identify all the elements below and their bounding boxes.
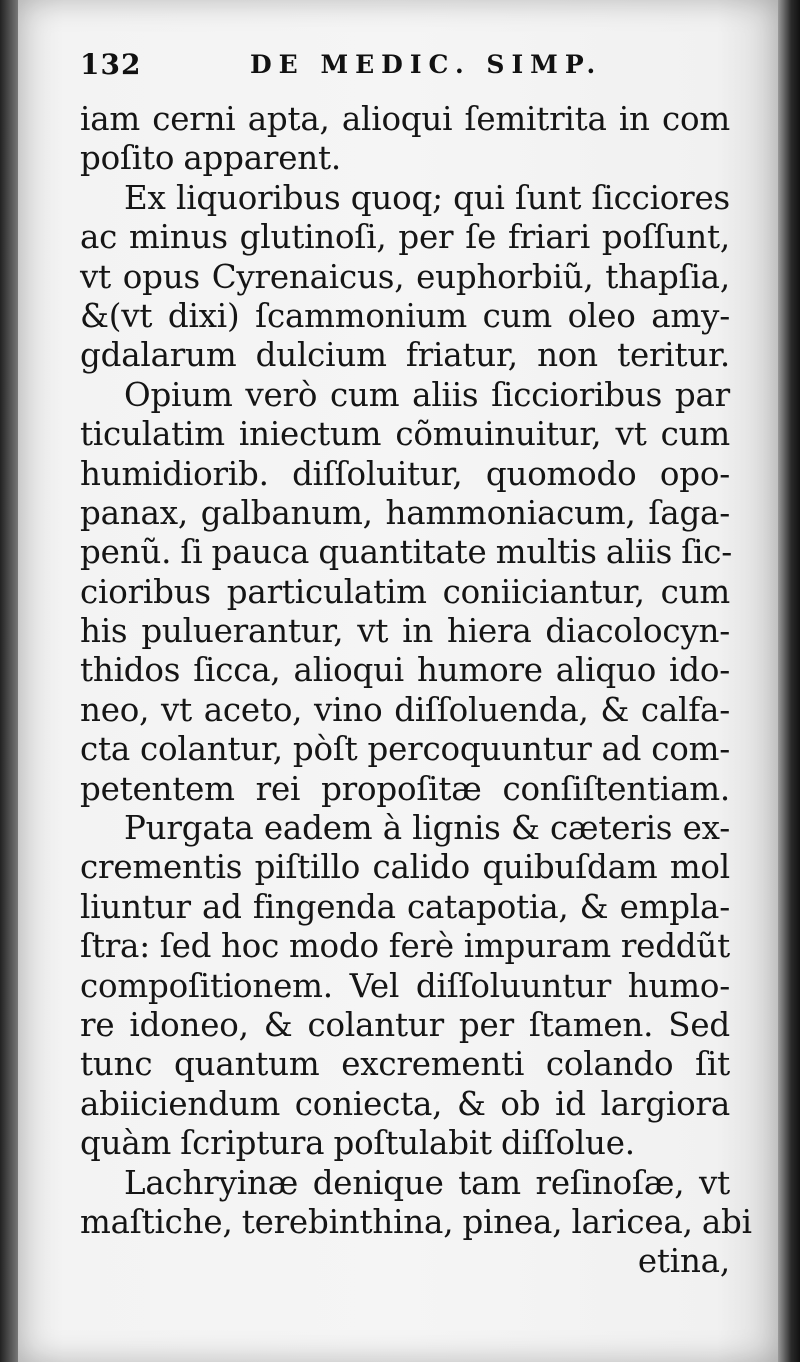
text-line: poſito apparent.: [80, 139, 342, 178]
text-line: ticulatim iniectum cõmuinuitur, vt cum: [80, 415, 730, 454]
text-line: tunc quantum excrementi colando ſit: [80, 1045, 730, 1084]
text-line: Purgata eadem à lignis & cæteris ex-: [124, 809, 730, 848]
text-line: penũ. ſi pauca quantitate multis aliis ſic-: [80, 533, 733, 572]
catchword: etina,: [637, 1242, 730, 1281]
book-page: [18, 0, 778, 1362]
text-line: ſtra: ſed hoc modo ferè impuram reddũt: [80, 927, 730, 966]
text-line: neo, vt aceto, vino diſſoluenda, & calfa-: [80, 690, 730, 729]
text-line: crementis piſtillo calido quibuſdam mol: [80, 848, 730, 887]
book-gutter-shadow: [0, 0, 18, 1362]
text-line: vt opus Cyrenaicus, euphorbiũ, thapſia,: [80, 257, 730, 296]
text-line: liuntur ad fingenda catapotia, & empla-: [80, 887, 730, 926]
text-line: compoſitionem. Vel diſſoluuntur humo-: [80, 966, 730, 1005]
text-line: maſtiche, terebinthina, pinea, laricea, abi: [80, 1202, 752, 1241]
text-line: gdalarum dulcium friatur, non teritur.: [80, 336, 730, 375]
text-line: Lachryinæ denique tam reſinoſæ, vt: [124, 1163, 730, 1202]
text-line: quàm ſcriptura poſtulabit diſſolue.: [80, 1124, 635, 1163]
text-line: his puluerantur, vt in hiera diacolocyn-: [80, 612, 730, 651]
text-line: humidiorib. diſſoluitur, quomodo opo-: [80, 454, 730, 493]
text-line: re idoneo, & colantur per ſtamen. Sed: [80, 1005, 730, 1044]
running-title: DE MEDIC. SIMP.: [250, 50, 603, 79]
page-header: [80, 48, 640, 88]
text-line: ac minus glutinoſi, per ſe friari poſſunt,: [80, 218, 730, 257]
text-line: iam cerni apta, alioqui ſemitrita in com: [80, 100, 730, 138]
text-line: petentem rei propoſitæ conſiſtentiam.: [80, 769, 730, 808]
text-line: &(vt dixi) ſcammonium cum oleo amy-: [80, 296, 730, 335]
text-line: cta colantur, pòſt percoquuntur ad com-: [80, 730, 730, 769]
text-line: Opium verò cum aliis ſiccioribus par: [124, 375, 730, 414]
text-line: Ex liquoribus quoq; qui ſunt ſicciores: [124, 178, 730, 217]
body-text: [80, 100, 752, 1282]
text-line: cioribus particulatim coniiciantur, cum: [80, 572, 730, 611]
page-number: 132: [80, 48, 142, 81]
text-line: abiiciendum coniecta, & ob id largiora: [80, 1084, 730, 1123]
text-line: thidos ſicca, alioqui humore aliquo ido-: [80, 651, 730, 690]
book-fore-edge-shadow: [778, 0, 800, 1362]
text-line: panax, galbanum, hammoniacum, ſaga-: [80, 493, 730, 532]
